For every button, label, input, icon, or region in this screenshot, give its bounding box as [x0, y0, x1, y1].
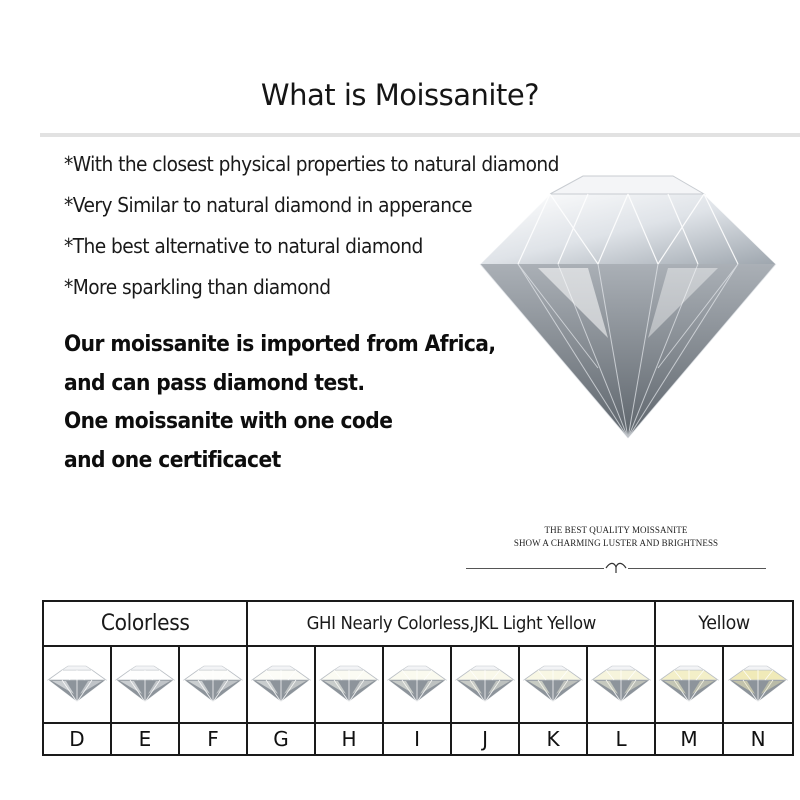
quality-banner	[466, 524, 766, 550]
grade-letter: I	[383, 723, 451, 755]
grade-letter: H	[315, 723, 383, 755]
grade-letter: F	[179, 723, 247, 755]
diamond-icon	[386, 664, 448, 704]
diamond-icon	[46, 664, 108, 704]
grade-letter-row	[43, 723, 793, 755]
grade-group-row	[43, 601, 793, 646]
grade-letter: G	[247, 723, 315, 755]
flourish-icon	[604, 560, 628, 574]
claim-line: and one certificacet	[64, 447, 281, 473]
gem-cell	[383, 646, 451, 723]
group-header-near-colorless	[247, 601, 655, 646]
diamond-icon	[658, 664, 720, 704]
feature-item: *The best alternative to natural diamond	[64, 234, 423, 258]
banner-tagline: SHOW A CHARMING LUSTER AND BRIGHTNESS	[513, 538, 719, 548]
banner-headline: THE BEST QUALITY MOISSANITE	[544, 525, 688, 535]
group-header-colorless	[43, 601, 247, 646]
feature-item: *With the closest physical properties to natural diamond	[64, 152, 559, 176]
claim-line: and can pass diamond test.	[64, 370, 365, 396]
gem-cell	[655, 646, 723, 723]
feature-item: *Very Similar to natural diamond in apperance	[64, 193, 473, 217]
gem-cell	[111, 646, 179, 723]
feature-item: *More sparkling than diamond	[64, 275, 331, 299]
diamond-icon	[182, 664, 244, 704]
group-label: GHI Nearly Colorless,JKL Light Yellow	[306, 612, 596, 634]
claims-block	[64, 327, 533, 481]
gem-cell	[451, 646, 519, 723]
diamond-icon	[114, 664, 176, 704]
gem-cell	[315, 646, 383, 723]
grade-letter: L	[587, 723, 655, 755]
claim-line: One moissanite with one code	[64, 409, 393, 434]
gem-cell	[43, 646, 111, 723]
grade-letter: N	[723, 723, 793, 755]
diamond-icon	[727, 664, 789, 704]
grade-letter: K	[519, 723, 587, 755]
grade-letter: D	[43, 723, 111, 755]
page-title: What is Moissanite?	[260, 78, 540, 112]
color-grade-table	[42, 600, 794, 756]
claim-line: Our moissanite is imported from Africa,	[64, 332, 496, 357]
diamond-icon	[478, 168, 778, 446]
gem-cell	[247, 646, 315, 723]
gem-cell	[179, 646, 247, 723]
grade-letter: J	[451, 723, 519, 755]
group-label: Yellow	[698, 612, 750, 635]
diamond-icon	[522, 664, 584, 704]
title-divider	[40, 133, 800, 137]
diamond-icon	[590, 664, 652, 704]
gem-cell	[587, 646, 655, 723]
grade-letter: M	[655, 723, 723, 755]
diamond-icon	[250, 664, 312, 704]
diamond-icon	[454, 664, 516, 704]
diamond-icon	[318, 664, 380, 704]
gem-cell	[723, 646, 793, 723]
gem-cell	[519, 646, 587, 723]
grade-letter: E	[111, 723, 179, 755]
gem-sample-row	[43, 646, 793, 723]
group-header-yellow	[655, 601, 793, 646]
group-label: Colorless	[100, 610, 190, 636]
